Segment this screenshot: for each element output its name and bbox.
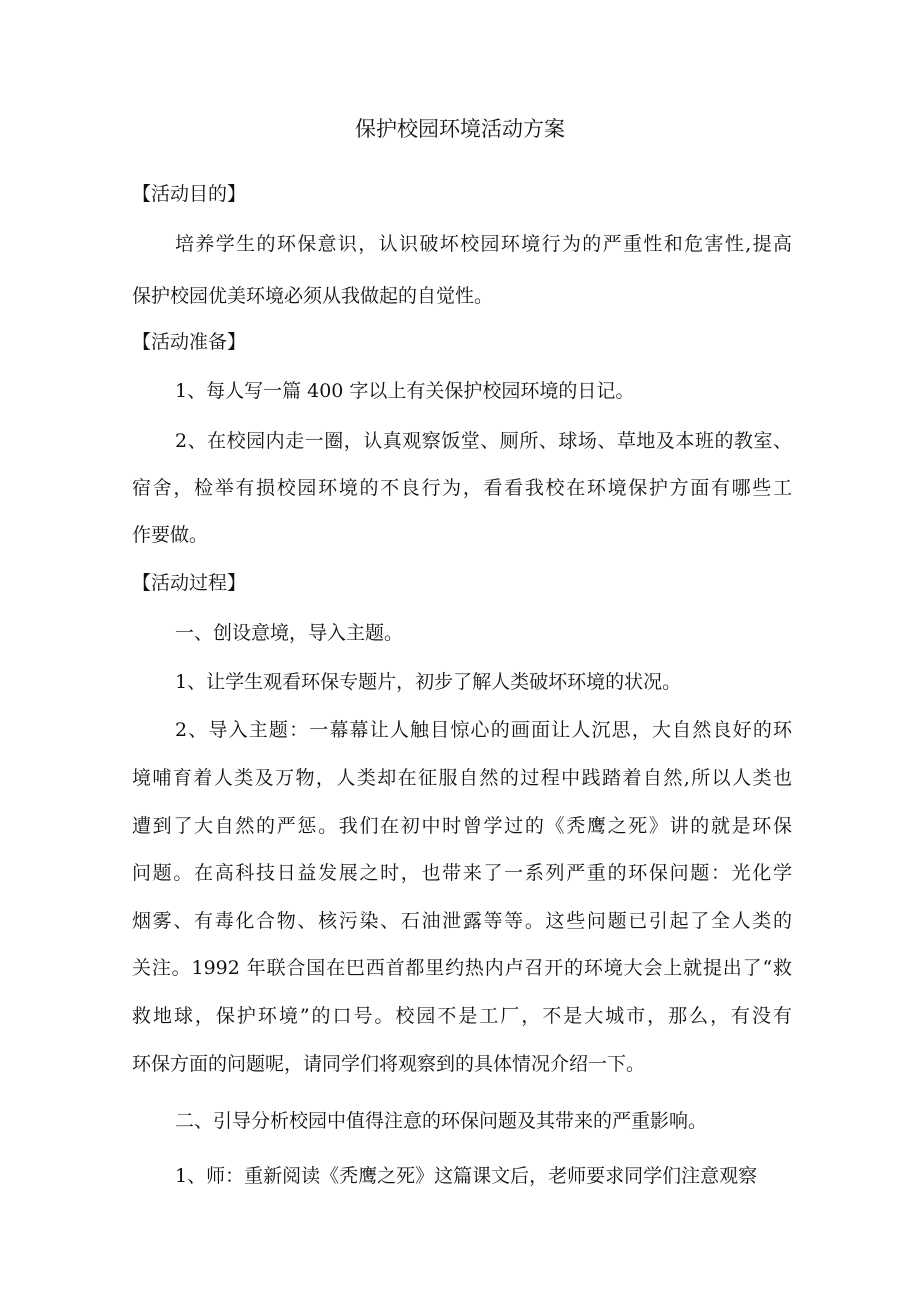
process-step-1-title: 一、创设意境，导入主题。 (175, 622, 404, 644)
process-step-1-item-2-line: 关注。1992 年联合国在巴西首都里约热内卢召开的环境大会上就提出了“救 (132, 957, 792, 979)
process-step-2-item-1: 1、师：重新阅读《秃鹰之死》这篇课文后，老师要求同学们注意观察 (175, 1165, 758, 1187)
purpose-paragraph-line: 培养学生的环保意识，认识破坏校园环境行为的严重性和危害性,提高 (175, 233, 792, 255)
process-step-1-item-2-line: 救地球，保护环境”的口号。校园不是工厂，不是大城市，那么，有没有 (132, 1005, 792, 1027)
preparation-item-2-line: 作要做。 (132, 524, 209, 546)
section-heading-process: 【活动过程】 (132, 572, 247, 594)
process-step-1-item-1: 1、让学生观看环保专题片，初步了解人类破坏环境的状况。 (175, 671, 682, 693)
process-step-2-title: 二、引导分析校园中值得注意的环保问题及其带来的严重影响。 (175, 1110, 708, 1132)
preparation-item-1: 1、每人写一篇 400 字以上有关保护校园环境的日记。 (175, 380, 635, 402)
preparation-item-2-line: 宿舍，检举有损校园环境的不良行为，看看我校在环境保护方面有哪些工 (132, 477, 792, 499)
process-step-1-item-2-line: 2、导入主题：一幕幕让人触目惊心的画面让人沉思，大自然良好的环 (175, 719, 792, 741)
section-heading-purpose: 【活动目的】 (132, 183, 247, 205)
document-title: 保护校园环境活动方案 (355, 117, 565, 141)
process-step-1-item-2-line: 环保方面的问题呢，请同学们将观察到的具体情况介绍一下。 (132, 1053, 646, 1075)
process-step-1-item-2-line: 问题。在高科技日益发展之时，也带来了一系列严重的环保问题：光化学 (132, 862, 792, 884)
section-heading-preparation: 【活动准备】 (132, 331, 247, 353)
process-step-1-item-2-line: 烟雾、有毒化合物、核污染、石油泄露等等。这些问题已引起了全人类的 (132, 910, 792, 932)
preparation-item-2-line: 2、在校园内走一圈，认真观察饭堂、厕所、球场、草地及本班的教室、 (175, 430, 792, 452)
process-step-1-item-2-line: 遭到了大自然的严惩。我们在初中时曾学过的《秃鹰之死》讲的就是环保 (132, 815, 792, 837)
process-step-1-item-2-line: 境哺育着人类及万物，人类却在征服自然的过程中践踏着自然,所以人类也 (132, 767, 792, 789)
purpose-paragraph-line: 保护校园优美环境必须从我做起的自觉性。 (132, 285, 494, 307)
